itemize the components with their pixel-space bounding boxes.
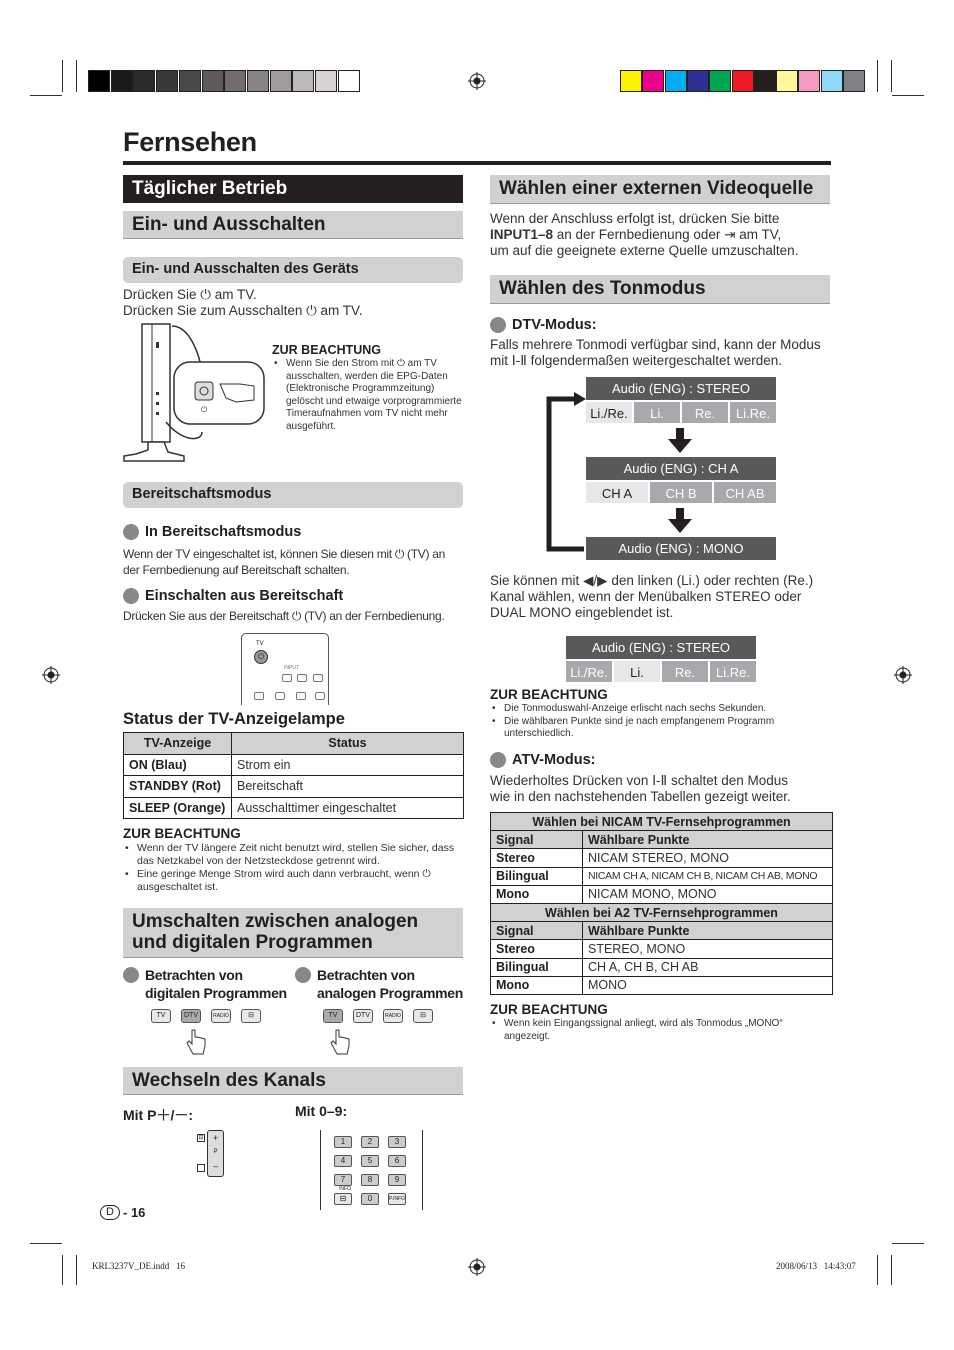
gray-swatch: [202, 70, 224, 92]
gray-swatch: [224, 70, 246, 92]
note1-title: ZUR BEACHTUNG: [272, 343, 382, 357]
section-taeglicher-betrieb: Täglicher Betrieb: [123, 175, 463, 203]
note4-item: • Wenn kein Eingangssignal anliegt, wird als Tonmodus „MONO“ angezeigt.: [490, 1018, 810, 1043]
input-button[interactable]: ⊟: [413, 1009, 433, 1023]
numpad-key[interactable]: ⊟: [334, 1193, 352, 1205]
note3-item: • Die wählbaren Punkte sind je nach empfangenem Programm unterschiedlich.: [490, 716, 810, 741]
svg-text:⏻: ⏻: [201, 405, 208, 414]
press-line-2: Drücken Sie zum Ausschalten ⏻ am TV.: [123, 303, 363, 318]
gray-swatch: [88, 70, 110, 92]
audio-option[interactable]: Re.: [660, 661, 708, 682]
note3-item: • Die Tonmoduswahl-Anzeige erlischt nach sechs Sekunden.: [490, 703, 810, 716]
numpad-key[interactable]: 4: [334, 1155, 352, 1167]
page-letter: D: [100, 1205, 120, 1220]
gray-swatch: [247, 70, 269, 92]
audio-bar: Audio (ENG) : STEREO: [586, 377, 776, 400]
heading-in-bereitschaft: In Bereitschaftsmodus: [123, 523, 301, 541]
info-label: INFO: [339, 1186, 351, 1192]
gray-swatch: [179, 70, 201, 92]
heading-atv-modus: ATV-Modus:: [490, 751, 596, 769]
numpad-key[interactable]: 0: [361, 1193, 379, 1205]
gray-swatch: [338, 70, 360, 92]
lr-text: Sie können mit ◀/▶ den linken (Li.) oder rechten (Re.) Kanal wählen, wenn der Menübalken STEREO oder DUAL MONO eingeblendet ist.: [490, 573, 814, 620]
cycle-bracket-arrow-icon: [544, 389, 588, 555]
hand-pointer-icon: [328, 1026, 352, 1058]
numpad-key[interactable]: P.INFO: [388, 1193, 406, 1205]
heading-dtv-modus: DTV-Modus:: [490, 316, 597, 334]
nicam-caption: Wählen bei NICAM TV-Fernsehprogrammen: [491, 813, 833, 831]
status-header-anzeige: TV-Anzeige: [124, 733, 232, 755]
note2-list: [123, 842, 468, 894]
section-tonmodus: Wählen des Tonmodus: [490, 275, 830, 304]
note1-item: • Wenn Sie den Strom mit ⏻ am TV ausschalten, werden die EPG-Daten (Elektronische Programmzeitung) gelöscht und etwaige vorprogrammierte Timeraufnahmen vom TV nicht mehr ausgeführt.: [272, 358, 464, 434]
table-row: Mono MONO: [491, 976, 833, 994]
registration-mark-left-icon: [42, 666, 60, 684]
remote-top-illustration: [241, 633, 329, 705]
table-row: Stereo STEREO, MONO: [491, 940, 833, 958]
radio-button[interactable]: RADIO: [211, 1009, 231, 1023]
atv-table: Wählen bei NICAM TV-Fernsehprogrammen Signal Wählbare Punkte Stereo NICAM STEREO, MONO Bilingual NICAM CH A, NICAM CH B, NICAM CH AB, MONO Mono NICAM MONO, MONO Wählen bei A2 TV-Fernsehprogrammen Signal Wählbare Punkte Stereo STEREO, MONO Bilingual CH A, CH B, CH AB Mono MONO: [490, 812, 833, 995]
numpad-key[interactable]: 2: [361, 1136, 379, 1148]
color-swatch: [642, 70, 664, 92]
button-row-digital: [151, 1009, 271, 1059]
section-umschalten: [123, 908, 463, 958]
status-table: [123, 732, 464, 819]
color-swatch: [620, 70, 642, 92]
dtv-button[interactable]: DTV: [353, 1009, 373, 1023]
numpad-key[interactable]: 3: [388, 1136, 406, 1148]
table-row: ON (Blau) Strom ein: [124, 754, 464, 776]
color-swatch: [843, 70, 865, 92]
table-row: Bilingual CH A, CH B, CH AB: [491, 958, 833, 976]
gray-swatch: [292, 70, 314, 92]
table-row: Stereo NICAM STEREO, MONO: [491, 849, 833, 867]
aus-bereitschaft-text: Drücken Sie aus der Bereitschaft ⏻ (TV) an der Fernbedienung.: [123, 609, 445, 623]
in-bereitschaft-text: Wenn der TV eingeschaltet ist, können Sie diesen mit ⏻ (TV) an der Fernbedienung auf Bereitschaft schalten.: [123, 547, 445, 577]
registration-mark-bottom-icon: [468, 1258, 486, 1276]
numpad-key[interactable]: 5: [361, 1155, 379, 1167]
registration-mark-right-icon: [894, 666, 912, 684]
tv-side-illustration: [122, 322, 272, 464]
color-swatch: [821, 70, 843, 92]
extern-text-1: Wenn der Anschluss erfolgt ist, drücken Sie bitte: [490, 211, 780, 226]
numpad-illustration: [320, 1130, 423, 1210]
audio-box-stereo-li: [566, 636, 756, 682]
footer-file: KRL3237V_DE.indd 16: [92, 1261, 185, 1271]
table-row: SLEEP (Orange) Ausschalttimer eingeschaltet: [124, 797, 464, 819]
dtv-text-2: mit Ⅰ-Ⅱ folgendermaßen weitergeschaltet werden.: [490, 353, 783, 368]
status-title: Status der TV-Anzeigelampe: [123, 710, 345, 728]
status-header-status: Status: [232, 733, 464, 755]
page-title: Fernsehen: [123, 127, 257, 157]
arrow-down-icon: [668, 508, 692, 534]
remote-tv-label: TV: [256, 641, 264, 647]
remote-input-label: INPUT: [284, 665, 299, 671]
gray-swatch: [111, 70, 133, 92]
tv-button[interactable]: TV: [323, 1009, 343, 1023]
table-row: Mono NICAM MONO, MONO: [491, 885, 833, 903]
numpad-key[interactable]: 6: [388, 1155, 406, 1167]
numpad-key[interactable]: 8: [361, 1174, 379, 1186]
radio-button[interactable]: RADIO: [383, 1009, 403, 1023]
table-row: Bilingual NICAM CH A, NICAM CH B, NICAM CH AB, MONO: [491, 867, 833, 885]
audio-box-mono: [586, 537, 776, 560]
audio-option[interactable]: CH AB: [712, 482, 776, 503]
numpad-key[interactable]: 9: [388, 1174, 406, 1186]
arrow-down-icon: [668, 428, 692, 454]
audio-option[interactable]: Re.: [680, 402, 728, 423]
note1-list: [272, 358, 464, 434]
note3-title: ZUR BEACHTUNG: [490, 687, 608, 702]
note2-title: ZUR BEACHTUNG: [123, 826, 241, 841]
dtv-text-1: Falls mehrere Tonmodi verfügbar sind, kann der Modus: [490, 337, 821, 352]
press-line-1: Drücken Sie ⏻ am TV.: [123, 287, 257, 302]
note2-item: • Wenn der TV längere Zeit nicht benutzt wird, stellen Sie sicher, dass das Netzkabel von der Netzsteckdose getrennt wird.: [123, 842, 468, 868]
section-extern: Wählen einer externen Videoquelle: [490, 175, 830, 204]
audio-option[interactable]: Li.Re.: [708, 661, 756, 682]
p-rocker-button[interactable]: + P –: [207, 1130, 224, 1177]
gray-swatch: [315, 70, 337, 92]
title-rule: [123, 161, 831, 165]
gray-swatch: [133, 70, 155, 92]
numpad-key[interactable]: 7: [334, 1174, 352, 1186]
audio-option[interactable]: CH B: [648, 482, 712, 503]
color-swatch: [776, 70, 798, 92]
label-mit-p: Mit P＋/－:: [123, 1107, 193, 1123]
color-swatch: [754, 70, 776, 92]
button-row-analog: [323, 1009, 443, 1059]
color-swatch: [665, 70, 687, 92]
note4-list: [490, 1018, 810, 1043]
extern-text-2: INPUT1–8 an der Fernbedienung oder ⇥ am TV,: [490, 227, 782, 242]
audio-bar: Audio (ENG) : STEREO: [566, 636, 756, 659]
input-button[interactable]: ⊟: [241, 1009, 261, 1023]
heading-aus-bereitschaft: Einschalten aus Bereitschaft: [123, 587, 343, 605]
umschalten-line-2: und digitalen Programmen: [132, 932, 373, 953]
page-number: - 16: [123, 1205, 146, 1220]
extern-text-3: um auf die geeignete externe Quelle umzuschalten.: [490, 243, 799, 258]
audio-bar: Audio (ENG) : CH A: [586, 457, 776, 480]
hand-pointer-icon: [184, 1026, 208, 1058]
gray-swatch: [270, 70, 292, 92]
atv-text-2: wie in den nachstehenden Tabellen gezeigt weiter.: [490, 789, 791, 804]
numpad-key[interactable]: 1: [334, 1136, 352, 1148]
subsection-bereitschaft: Bereitschaftsmodus: [123, 482, 463, 508]
tv-button[interactable]: TV: [151, 1009, 171, 1023]
color-swatch: [732, 70, 754, 92]
color-swatch: [798, 70, 820, 92]
section-ein-aus: Ein- und Ausschalten: [123, 211, 463, 239]
gray-swatch: [156, 70, 178, 92]
umschalten-line-1: Umschalten zwischen analogen: [132, 911, 419, 932]
subsection-ein-aus-geraet: Ein- und Ausschalten des Geräts: [123, 257, 463, 283]
audio-box-stereo: [586, 377, 776, 423]
note2-item: • Eine geringe Menge Strom wird auch dann verbraucht, wenn ⏻ ausgeschaltet ist.: [123, 868, 468, 894]
note4-title: ZUR BEACHTUNG: [490, 1002, 608, 1017]
audio-option[interactable]: Li.: [632, 402, 680, 423]
section-kanal: Wechseln des Kanals: [123, 1067, 463, 1095]
dtv-button[interactable]: DTV: [181, 1009, 201, 1023]
color-swatch: [687, 70, 709, 92]
audio-box-cha: [586, 457, 776, 503]
a2-caption: Wählen bei A2 TV-Fernsehprogrammen: [491, 903, 833, 921]
p-rocker-illustration: ⊟ + P –: [197, 1130, 231, 1178]
heading-analog: Betrachten von analogen Programmen: [295, 966, 463, 1002]
label-mit-0-9: Mit 0–9:: [295, 1103, 348, 1119]
audio-option[interactable]: CH A: [586, 482, 648, 503]
audio-bar: Audio (ENG) : MONO: [586, 537, 776, 560]
audio-option[interactable]: Li.Re.: [728, 402, 776, 423]
audio-option[interactable]: Li./Re.: [566, 661, 612, 682]
heading-digital: Betrachten von digitalen Programmen: [123, 966, 287, 1002]
audio-option[interactable]: Li./Re.: [586, 402, 632, 423]
footer-date: 2008/06/13 14:43:07: [776, 1261, 856, 1271]
remote-power-icon: ⏻: [254, 650, 268, 664]
table-row: STANDBY (Rot) Bereitschaft: [124, 776, 464, 798]
note3-list: [490, 703, 810, 741]
color-swatch: [709, 70, 731, 92]
atv-text-1: Wiederholtes Drücken von Ⅰ-Ⅱ schaltet den Modus: [490, 773, 789, 788]
registration-mark-top-icon: [468, 72, 486, 90]
audio-option[interactable]: Li.: [612, 661, 660, 682]
